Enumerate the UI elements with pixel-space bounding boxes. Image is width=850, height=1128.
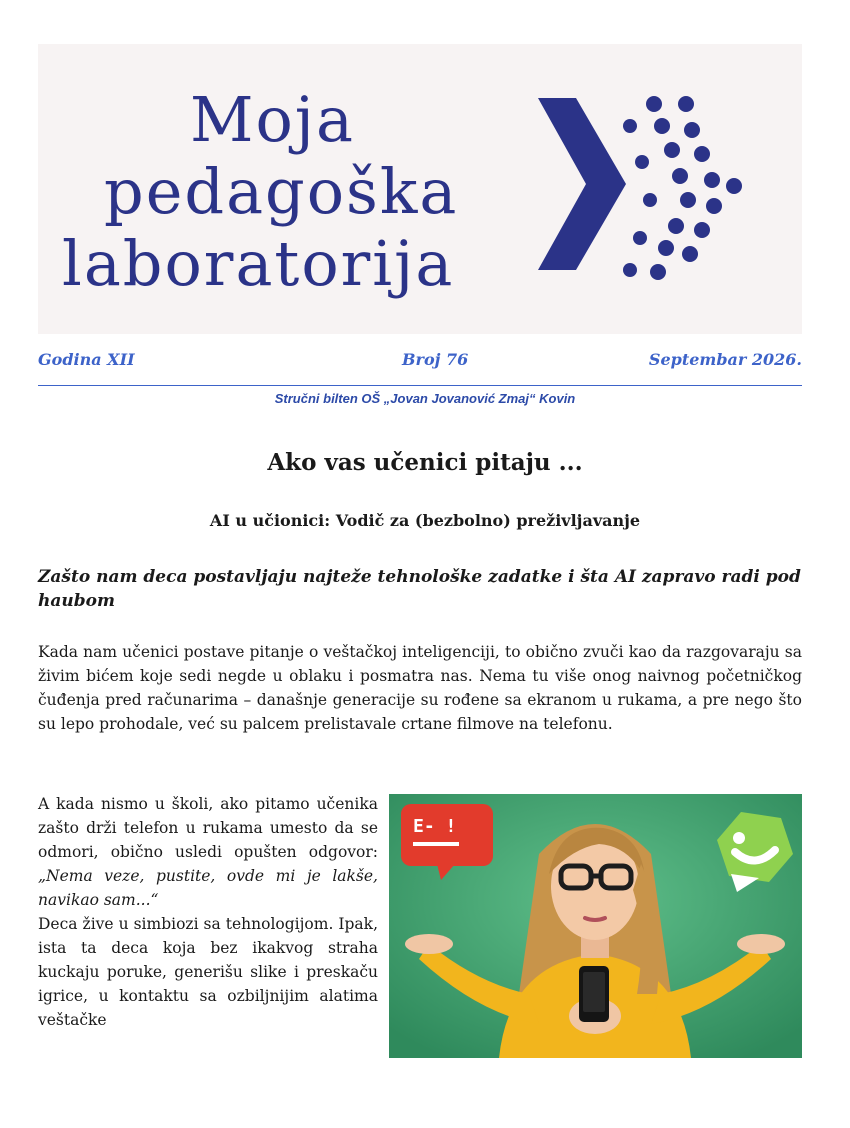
body-paragraph-2: [38, 792, 378, 912]
masthead-banner: [38, 44, 802, 334]
logo-line-2: pedagoška: [104, 155, 459, 228]
bulletin-subtitle: Stručni bilten OŠ „Jovan Jovanović Zmaj“ Kovin: [274, 391, 576, 406]
paragraph-2-text: A kada nismo u školi, ako pitamo učenika zašto drži telefon u rukama umesto da se odmori, obično usledi opušten odgovor:: [38, 795, 378, 861]
woman-with-phone-illustration: [389, 794, 802, 1058]
student-quote: „Nema veze, pustite, ovde mi je lakše, navikao sam...“: [38, 867, 378, 909]
issue-date: Septembar 2026.: [648, 350, 802, 369]
body-paragraph-3: Deca žive u simbiozi sa tehnologijom. Ipak, ista ta deca koja bez ikakvog straha kuckaju poruke, generišu slike i preskaču igrice, u kontaktu sa ozbiljnijim alatima veštačke: [38, 915, 378, 1029]
article-title: Ako vas učenici pitaju ...: [267, 449, 583, 476]
masthead-logo-text: [62, 84, 458, 300]
bubble-text: E- !: [413, 816, 457, 837]
body-paragraph-1: Kada nam učenici postave pitanje o veštačkoj inteligenciji, to obično zvuči kao da razgovaraju sa živim bićem koje sedi negde u oblaku i posmatra nas. Nema tu više onog naivnog početničkog čuđenja pred računarima – današnje generacije su rođene sa ekranom u rukama, a pre nego što su lepo prohodale, već su palcem prelistavale crtane filmove na telefonu.: [38, 643, 802, 733]
logo-line-3: laboratorija: [62, 227, 455, 300]
issue-number: Broj 76: [402, 350, 469, 369]
article-lead: Zašto nam deca postavljaju najteže tehnološke zadatke i šta AI zapravo radi pod haubom: [38, 567, 801, 611]
article-subtitle: AI u učionici: Vodič za (bezbolno) preživljavanje: [209, 511, 641, 530]
issue-year: Godina XII: [38, 350, 135, 369]
article-photo: [389, 794, 802, 1058]
chevron-dots-logo-icon: [526, 88, 756, 288]
issue-meta-row: [38, 350, 802, 376]
logo-line-1: Moja: [190, 83, 355, 156]
meta-divider: [38, 385, 802, 386]
